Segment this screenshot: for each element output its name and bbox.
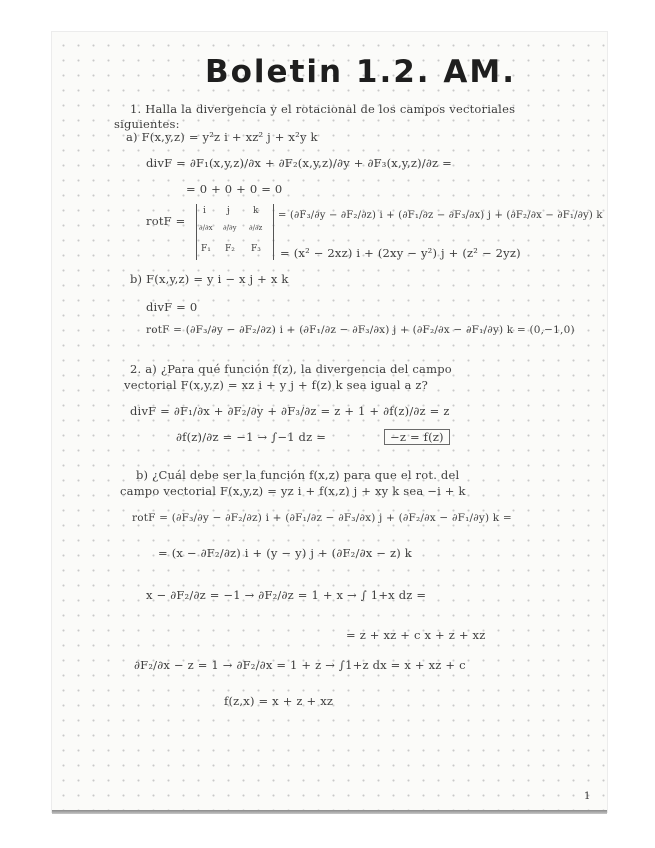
matrix-cell: i [203, 206, 206, 216]
exercise-2b-statement-cont: campo vectorial F(x,y,z) = yz i + f(x,z) j + xy k sea −i + k [120, 484, 466, 498]
final-function: f(z,x) = x + z + xz [224, 694, 334, 708]
matrix-cell: ∂/∂z [249, 224, 263, 232]
rot-b-result: rotF = (∂F₃/∂y − ∂F₂/∂z) i + (∂F₁/∂z − ∂F₃/∂x) j + (∂F₂/∂x − ∂F₁/∂y) k = (0,−1,0) [146, 324, 575, 336]
equation-2b-second: ∂F₂/∂x − z = 1 → ∂F₂/∂x = 1 + z → ∫1+z dx = x + xz + c [134, 658, 466, 672]
page-title: Boletin 1.2. AM. [205, 54, 516, 90]
integral-2a: ∂f(z)/∂z = −1 → ∫−1 dz = [176, 430, 327, 444]
matrix-cell: ∂/∂x [199, 224, 213, 232]
field-a-definition: a) F(x,y,z) = y²z i + xz² j + x²y k [126, 130, 318, 144]
div-a-result: = 0 + 0 + 0 = 0 [186, 182, 283, 196]
integral-2b-first-result: = z + xz + c x + z + xz [346, 628, 486, 642]
rot-determinant-matrix [196, 204, 274, 260]
rot-a-result: = (x² − 2xz) i + (2xy − y²) j + (z² − 2yz) [280, 246, 521, 260]
exercise-2a-statement-cont: vectorial F(x,y,z) = xz i + y j + f(z) k sea igual a z? [124, 378, 429, 392]
matrix-cell: j [227, 206, 230, 216]
matrix-cell: k [253, 206, 259, 216]
matrix-cell: ∂/∂y [223, 224, 237, 232]
exercise-2a-statement: 2. a) ¿Para qué función f(z), la divergencia del campo [130, 362, 452, 376]
exercise-2b-statement: b) ¿Cuál debe ser la función f(x,z) para que el rot. del [136, 468, 460, 482]
rot-a-formula: = (∂F₃/∂y − ∂F₂/∂z) i + (∂F₁/∂z − ∂F₃/∂x) j + (∂F₂/∂x − ∂F₁/∂y) k [278, 210, 603, 221]
rot-a-label: rotF = [146, 214, 186, 228]
matrix-cell: F₃ [251, 244, 261, 254]
rot-2b-formula: rotF = (∂F₃/∂y − ∂F₂/∂z) i + (∂F₁/∂z − ∂F₃/∂x) j + (∂F₂/∂x − ∂F₁/∂y) k = [132, 512, 512, 524]
rot-2b-simplified: = (x − ∂F₂/∂z) i + (y − y) j + (∂F₂/∂x − z) k [158, 546, 412, 560]
div-2a-formula: divF = ∂F₁/∂x + ∂F₂/∂y + ∂F₃/∂z = z + 1 + ∂f(z)/∂z = z [130, 404, 450, 418]
answer-2a-box: −z = f(z) [384, 429, 450, 445]
field-b-definition: b) F(x,y,z) = y i − x j + x k [130, 272, 289, 286]
exercise-1-statement: 1. Halla la divergencia y el rotacional de los campos vectoriales [130, 102, 516, 116]
div-a-formula: divF = ∂F₁(x,y,z)/∂x + ∂F₂(x,y,z)/∂y + ∂F₃(x,y,z)/∂z = [146, 156, 452, 170]
equation-2b-first: x − ∂F₂/∂z = −1 → ∂F₂/∂z = 1 + x → ∫ 1+x dz = [146, 588, 427, 602]
exercise-1-statement-cont: siguientes: [114, 117, 180, 131]
matrix-cell: F₂ [225, 244, 235, 254]
matrix-cell: F₁ [201, 244, 211, 254]
page-bottom-edge [52, 810, 607, 814]
div-b-result: divF = 0 [146, 300, 198, 314]
page-number: 1 [584, 791, 591, 802]
